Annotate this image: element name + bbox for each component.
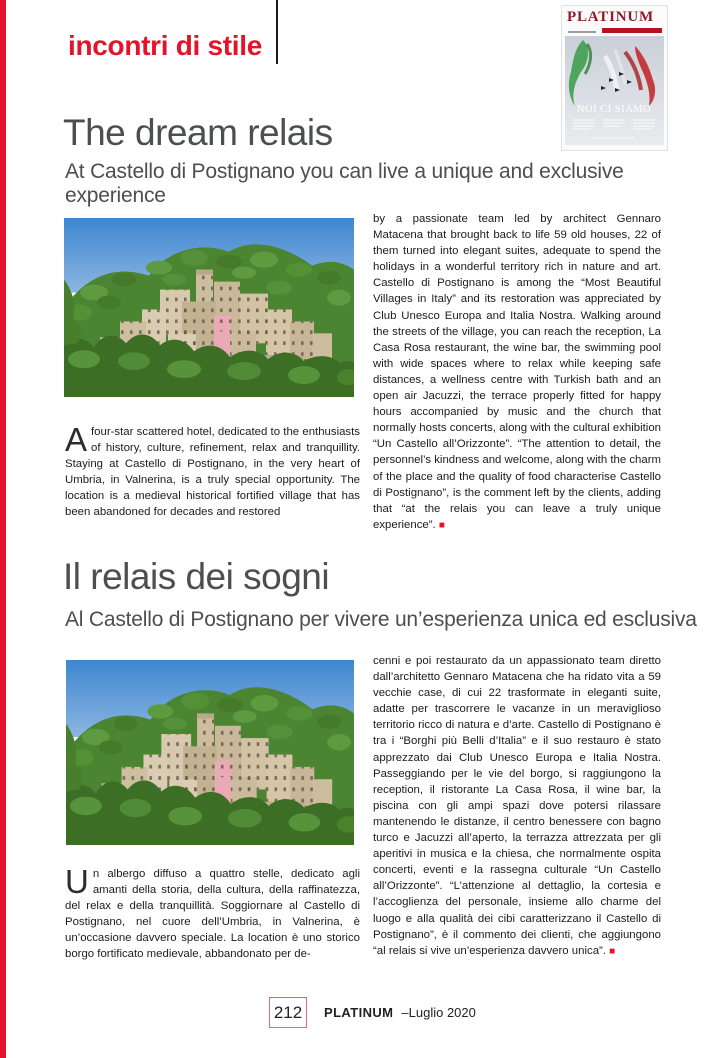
english-left-column bbox=[65, 421, 360, 521]
english-article-subtitle: At Castello di Postignano you can live a unique and exclusive experience bbox=[65, 160, 624, 207]
cover-photo bbox=[565, 36, 664, 145]
page-number-box bbox=[269, 997, 307, 1028]
italian-col2-text: cenni e poi restaurato da un appassionato team diretto dall’architetto Gennaro Matacena che ha ridato vita a 59 vecchie case, di cui 22 trasformate in eleganti suite, adatte per trascorrere le vacanze in un meraviglioso territorio ricco di natura e d’arte. Castello di Postignano è tra i “Borghi più Belli d’Italia” e il suo restauro è stato apprezzato dai Club Unesco Europa e Italia Nostra. Passeggiando per le vie del borgo, si raggiungono la reception, il ristorante La Casa Rosa, il wine bar, la piscina con gli ampi spazi dove potersi rilassare mantenendo le distanze, il centro benessere con bagno turco e Jacuzzi all’aperto, la terrazza attrezzata per gli aperitivi in musica e la chiesa, che normalmente ospita concerti, eventi e la rassegna culturale “Un Castello all’Orizzonte”. “L’attenzione al dettaglio, la cortesia e l’accoglienza del personale, insieme allo charme del luogo e alla qualità dei cibi caratterizzano il Castello di Postignano”, è il commento dei clienti, che aggiungono “al relais si vive un’esperienza davvero unica”. bbox=[373, 655, 661, 957]
english-end-mark: ■ bbox=[438, 519, 445, 531]
page-number: 212 bbox=[273, 1002, 303, 1022]
page-left-red-rule bbox=[0, 0, 6, 1058]
village-photo-1 bbox=[64, 218, 354, 397]
page-footer bbox=[269, 997, 476, 1028]
footer-magazine-name: PLATINUM bbox=[324, 1005, 394, 1020]
cover-tagline-bar bbox=[568, 31, 596, 33]
magazine-cover-thumbnail bbox=[561, 5, 668, 151]
cover-masthead: PLATINUM bbox=[567, 9, 654, 25]
english-article-title: The dream relais bbox=[63, 112, 333, 153]
english-dropcap: A bbox=[65, 421, 88, 458]
italian-article-subtitle: Al Castello di Postignano per vivere un’esperienza unica ed esclusiva bbox=[65, 608, 697, 631]
italian-end-mark: ■ bbox=[609, 945, 616, 957]
village-photo-2 bbox=[66, 660, 354, 845]
english-col1-text: four-star scattered hotel, dedicated to the enthusiasts of history, culture, refinement, relax and tranquillity. Staying at Castello di Postignano, in the very heart of Umbria, in Valnerina, is a truly special opportunity. The location is a medieval historical fortified village that has been abandoned for decades and restored bbox=[65, 426, 360, 519]
cover-red-bar bbox=[602, 28, 662, 33]
english-col2-text: by a passionate team led by architect Gennaro Matacena that brought back to life 59 old houses, 22 of them turned into elegant suites, adequate to spend the holidays in a wonderful territory rich in nature and art. Castello di Postignano is among the “Most Beautiful Villages in Italy” and its restoration was appreciated by Club Unesco Europa and Italia Nostra. Walking around the streets of the village, you can reach the reception, La Casa Rosa restaurant, the wine bar, the swimming pool with wide spaces where to relax while keeping safe distances, a wellness centre with Turkish bath and an open air Jacuzzi, the terrace properly fitted for happy hours accompanied by music and the church that normally hosts concerts, along with the cultural exhibition “Un Castello all’Orizzonte”. “The attention to detail, the personnel’s kindness and welcome, along with the charm of the place and the quality of food characterise Castello di Postignano”, is the comment left by the clients, adding that “at the relais you can leave a truly unique experience”. bbox=[373, 213, 661, 531]
italian-col1-text: n albergo diffuso a quattro stelle, dedicato agli amanti della storia, della cultura, della raffinatezza, del relax e della tranquillità. Soggiornare al Castello di Postignano, nel cuore dell’Umbria, in Valnerina, è un’occasione davvero speciale. La location è uno storico borgo fortificato medievale, abbandonato per de- bbox=[65, 868, 360, 961]
footer-issue: –Luglio 2020 bbox=[401, 1005, 476, 1020]
italian-left-column bbox=[65, 863, 360, 963]
cover-headline-svg: NOI CI SIAMO bbox=[576, 104, 652, 115]
italian-right-column bbox=[373, 653, 661, 960]
italian-dropcap: U bbox=[65, 863, 89, 900]
italian-article-title: Il relais dei sogni bbox=[63, 556, 330, 597]
english-right-column bbox=[373, 211, 661, 534]
header-vertical-rule bbox=[276, 0, 278, 64]
section-label: incontri di stile bbox=[68, 30, 263, 61]
